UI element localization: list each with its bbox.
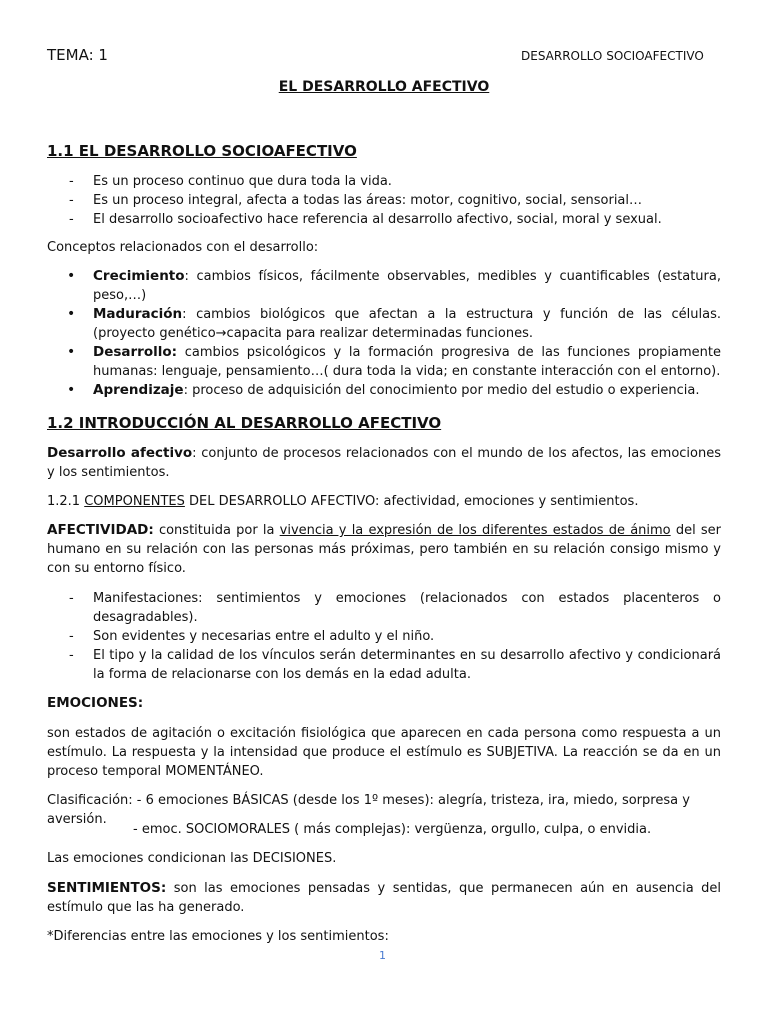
subsection-text: DEL DESARROLLO AFECTIVO: afectividad, emociones y sentimientos.	[184, 494, 639, 509]
subsection-keyword: COMPONENTES	[84, 494, 185, 509]
list-item	[47, 305, 721, 343]
bullet-dot: •	[67, 268, 76, 284]
feelings-paragraph	[47, 879, 721, 917]
affectivity-text: constituida por la	[153, 523, 280, 538]
concept-text: cambios psicológicos y la formación progresiva de las funciones propiamente humanas: lenguaje, pensamiento…( dura toda la vida; en constante interacción con el entorno).	[93, 345, 721, 379]
list-item	[47, 627, 721, 646]
affectivity-term: AFECTIVIDAD:	[47, 522, 154, 538]
concept-term: Desarrollo:	[93, 344, 178, 360]
list-item	[47, 172, 721, 191]
bullet-text: El tipo y la calidad de los vínculos serán determinantes en su desarrollo afectivo y condicionará la forma de relacionarse con los demás en la edad adulta.	[93, 648, 721, 682]
dash-marker: -	[69, 629, 74, 644]
header-subject: DESARROLLO SOCIOAFECTIVO	[521, 49, 704, 63]
list-item	[47, 191, 721, 210]
classification-line-1: Clasificación: - 6 emociones BÁSICAS (desde los 1º meses): alegría, tristeza, ira, miedo, sorpresa y aversión.	[47, 793, 690, 827]
dash-marker: -	[69, 193, 74, 208]
concept-text: : cambios físicos, fácilmente observables, medibles y cuantificables (estatura, peso,…)	[93, 269, 721, 303]
list-item	[47, 381, 721, 400]
section-heading-1-1: 1.1 EL DESARROLLO SOCIOAFECTIVO	[47, 142, 357, 160]
header-topic: TEMA: 1	[47, 46, 108, 64]
affective-development-definition	[47, 444, 721, 482]
list-item	[47, 343, 721, 381]
concept-term: Crecimiento	[93, 268, 185, 284]
affectivity-underlined: vivencia y la expresión de los diferentes estados de ánimo	[279, 523, 671, 538]
concept-text: : cambios biológicos que afectan a la estructura y función de las células. (proyecto genético→capacita para realizar determinadas funciones.	[93, 307, 721, 341]
document-title: EL DESARROLLO AFECTIVO	[278, 79, 490, 95]
emotions-label: EMOCIONES:	[47, 695, 144, 711]
page-number: 1	[379, 949, 386, 962]
affectivity-bullets	[47, 589, 721, 684]
feelings-text: son las emociones pensadas y sentidas, que permanecen aún en ausencia del estímulo que las ha generado.	[47, 881, 721, 915]
bullet-text: Es un proceso continuo que dura toda la vida.	[93, 174, 392, 189]
bullet-text: Son evidentes y necesarias entre el adulto y el niño.	[93, 629, 435, 644]
dash-marker: -	[69, 212, 74, 227]
bullet-text: Es un proceso integral, afecta a todas las áreas: motor, cognitivo, social, sensorial…	[93, 193, 643, 208]
list-item	[47, 646, 721, 684]
affectivity-text: del ser humano en su relación con las personas más próximas, pero también en su relación consigo mismo y con su entorno físico.	[47, 523, 721, 576]
section-1-1-bullets	[47, 172, 721, 229]
concepts-intro: Conceptos relacionados con el desarrollo:	[47, 240, 319, 255]
concepts-list	[47, 267, 721, 400]
subsection-1-2-1	[47, 492, 721, 511]
list-item	[47, 267, 721, 305]
bullet-dot: •	[67, 344, 76, 360]
bullet-dot: •	[67, 306, 76, 322]
decisions-line: Las emociones condicionan las DECISIONES.	[47, 851, 337, 866]
emotions-paragraph: son estados de agitación o excitación fisiológica que aparecen en cada persona como respuesta a un estímulo. La respuesta y la intensidad que produce el estímulo es SUBJETIVA. La reacción se da en un proceso temporal MOMENTÁNEO.	[47, 726, 721, 779]
dash-marker: -	[69, 591, 74, 606]
classification-line-2: - emoc. SOCIOMORALES ( más complejas): vergüenza, orgullo, culpa, o envidia.	[133, 822, 652, 837]
bullet-dot: •	[67, 382, 76, 398]
dash-marker: -	[69, 174, 74, 189]
list-item	[47, 210, 721, 229]
emotions-heading	[47, 694, 721, 713]
subsection-number: 1.2.1	[47, 494, 85, 509]
affectivity-paragraph	[47, 521, 721, 578]
dash-marker: -	[69, 648, 74, 663]
differences-line: *Diferencias entre las emociones y los sentimientos:	[47, 929, 389, 944]
section-heading-1-2: 1.2 INTRODUCCIÓN AL DESARROLLO AFECTIVO	[47, 414, 442, 432]
concept-term: Maduración	[93, 306, 183, 322]
definition-term: Desarrollo afectivo	[47, 445, 193, 461]
feelings-term: SENTIMIENTOS:	[47, 880, 167, 896]
concept-text: : proceso de adquisición del conocimiento por medio del estudio o experiencia.	[183, 383, 700, 398]
bullet-text: Manifestaciones: sentimientos y emociones (relacionados con estados placenteros o desagradables).	[93, 591, 721, 625]
bullet-text: El desarrollo socioafectivo hace referencia al desarrollo afectivo, social, moral y sexual.	[93, 212, 662, 227]
concept-term: Aprendizaje	[93, 382, 184, 398]
list-item	[47, 589, 721, 627]
definition-text: : conjunto de procesos relacionados con el mundo de los afectos, las emociones y los sentimientos.	[47, 446, 721, 480]
